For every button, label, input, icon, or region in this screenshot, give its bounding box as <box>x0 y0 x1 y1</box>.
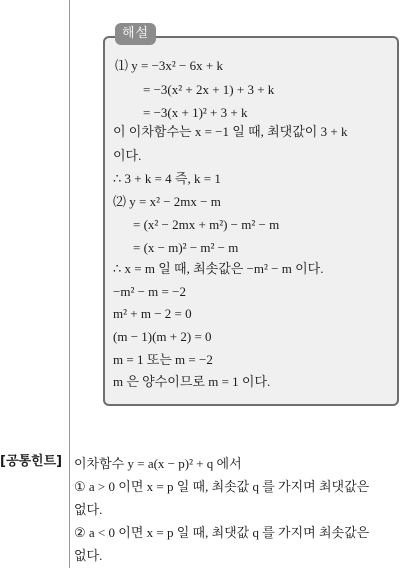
solution-line-3: = −3(x + 1)² + 3 + k <box>143 105 248 120</box>
solution-line-7: ⑵ y = x² − 2mx − m <box>113 194 221 209</box>
common-hint-label: [공통힌트] <box>0 454 63 469</box>
hint-line-3: 없다. <box>74 502 103 517</box>
solution-line-6: ∴ 3 + k = 4 즉, k = 1 <box>113 171 221 186</box>
solution-line-5: 이다. <box>113 148 142 163</box>
solution-line-15: m 은 양수이므로 m = 1 이다. <box>113 374 271 389</box>
explanation-badge: 해설 <box>115 23 156 45</box>
solution-line-10: ∴ x = m 일 때, 최솟값은 −m² − m 이다. <box>113 261 324 276</box>
hint-line-5: 없다. <box>74 548 103 563</box>
solution-line-8: = (x² − 2mx + m²) − m² − m <box>133 217 280 232</box>
solution-line-13: (m − 1)(m + 2) = 0 <box>113 329 212 344</box>
hint-line-4: ② a < 0 이면 x = p 일 때, 최댓값 q 를 가지며 최솟값은 <box>74 525 370 540</box>
solution-line-1: ⑴ y = −3x² − 6x + k <box>115 58 223 73</box>
hint-line-1: 이차함수 y = a(x − p)² + q 에서 <box>74 456 242 471</box>
hint-line-2: ① a > 0 이면 x = p 일 때, 최솟값 q 를 가지며 최댓값은 <box>74 479 370 494</box>
solution-line-9: = (x − m)² − m² − m <box>133 240 239 255</box>
solution-line-11: −m² − m = −2 <box>113 284 186 299</box>
solution-line-14: m = 1 또는 m = −2 <box>113 352 213 367</box>
margin-divider-line <box>69 0 70 568</box>
solution-line-2: = −3(x² + 2x + 1) + 3 + k <box>143 82 275 97</box>
solution-line-12: m² + m − 2 = 0 <box>113 306 192 321</box>
solution-line-4: 이 이차함수는 x = −1 일 때, 최댓값이 3 + k <box>113 124 348 139</box>
